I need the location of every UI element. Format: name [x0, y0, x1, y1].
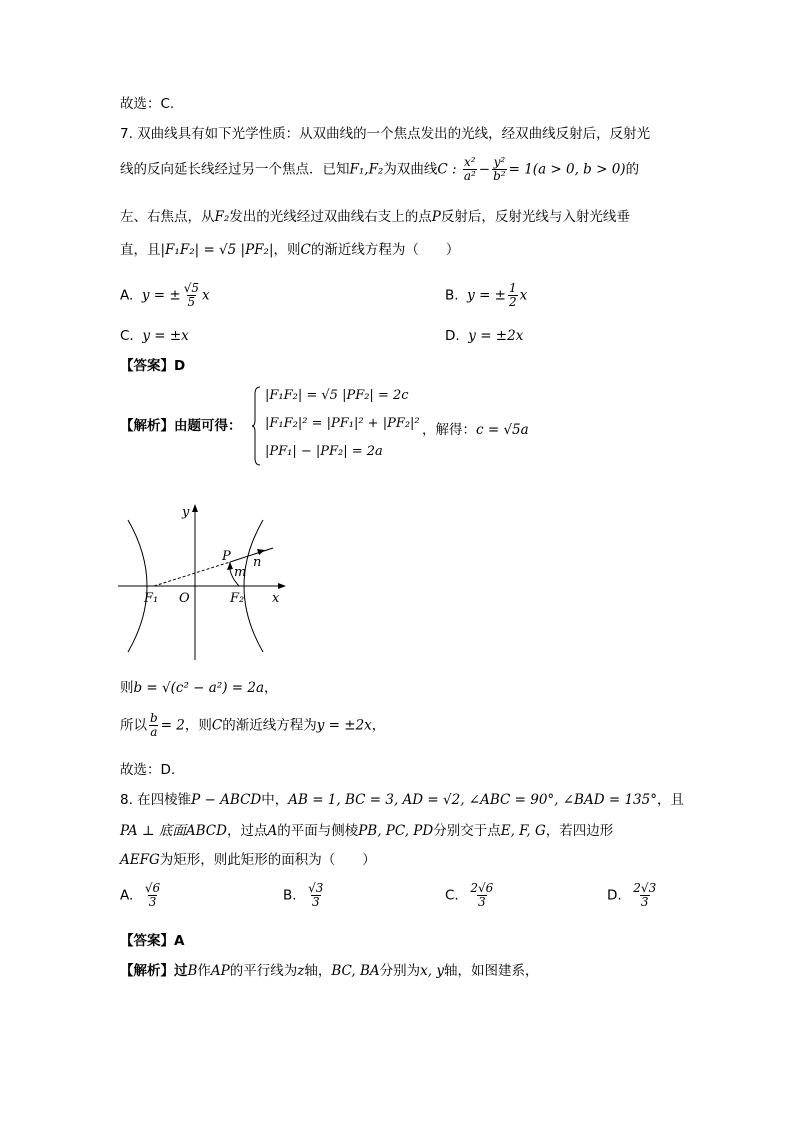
q7-option-b-post: x: [519, 287, 528, 304]
q7-so-num: b: [150, 711, 158, 725]
q7-stem-text-2c: 的: [625, 161, 640, 178]
q8-option-a-fraction: [144, 882, 161, 909]
q7-line-4: [120, 242, 459, 260]
q8-line-2: [120, 823, 613, 841]
q8-option-a-den: 3: [148, 895, 157, 910]
q7-stem-text-4a: 直，且: [120, 242, 161, 258]
q7-then-end: ，: [264, 680, 278, 696]
q7-stem-text-4b: ，则: [273, 242, 301, 258]
q8-stem-text-2a: PA ⊥ 底面: [120, 823, 186, 839]
y-axis-label: y: [182, 505, 190, 520]
q7-c-symbol: C: [300, 242, 311, 258]
x-axis-arrow-icon: [278, 583, 286, 589]
q8-analysis-f: z: [297, 963, 305, 979]
q7-system-row-3: |PF₁| − |PF₂| = 2a: [265, 444, 383, 459]
q7-so-text: 所以: [120, 717, 147, 734]
f1-label: F₁: [144, 591, 159, 606]
q8-analysis-label: 【解析】过: [120, 963, 188, 979]
q8-option-d: [607, 882, 659, 909]
reflected-ray: [230, 548, 273, 562]
f2-label: F₂: [230, 591, 245, 606]
q8-option-c-label: C.: [445, 887, 459, 904]
q7-option-d-label: D.: [445, 328, 460, 344]
q8-analysis-g: 轴，: [304, 963, 332, 979]
q7-option-a-den: 5: [187, 295, 196, 310]
q7-system-row-2: |F₁F₂|² = |PF₁|² + |PF₂|²: [265, 416, 420, 431]
q7-option-b: [445, 282, 527, 309]
q7-solve-equation: c = √5a: [476, 422, 529, 438]
q7-stem-text-1: 7. 双曲线具有如下光学性质：从双曲线的一个焦点发出的光线，经双曲线反射后，反射光: [120, 126, 651, 142]
q8-analysis-h: BC, BA: [331, 963, 380, 979]
previous-answer-line: [120, 96, 174, 114]
q7-analysis-label: 【解析】由题可得：: [120, 418, 242, 434]
q7-line-3: [120, 209, 630, 227]
q7-option-a-pre: y = ±: [141, 287, 181, 304]
q8-rectangle-symbol: AEFG: [120, 852, 160, 868]
q7-x-fraction: [463, 156, 477, 183]
q7-x-den: a²: [463, 169, 476, 184]
q7-option-b-label: B.: [445, 287, 459, 304]
q7-so-line: [120, 712, 385, 739]
q7-so-c-symbol: C: [211, 717, 223, 734]
q7-x-num: x²: [464, 155, 476, 169]
q7-stem-text-3c: 反射后，反射光线与入射光线垂: [440, 209, 630, 225]
q7-option-a: [120, 282, 210, 309]
q8-analysis-c: 作: [197, 963, 211, 979]
q7-option-c: [120, 328, 189, 344]
q8-stem-text-1e: ，且: [656, 792, 684, 808]
q8-option-a-label: A.: [120, 887, 134, 904]
hyperbola-figure: [118, 500, 298, 665]
q7-so-den: a: [150, 725, 158, 740]
q8-point-a: A: [267, 823, 278, 839]
q7-so-fraction: [149, 712, 159, 739]
q7-then-equation: b = √(c² − a²) = 2a: [133, 680, 265, 696]
q8-line-3: [120, 852, 376, 870]
q8-stem-text-2i: ，若四边形: [545, 823, 614, 839]
q8-stem-text-2c: ，过点: [226, 823, 268, 839]
q7-solve-label: ，解得：: [422, 422, 476, 438]
q7-system-row-1: |F₁F₂| = √5 |PF₂| = 2c: [265, 388, 409, 403]
q7-option-b-den: 2: [509, 295, 517, 310]
q7-then-text: 则: [120, 680, 134, 696]
q8-option-d-num: 2√3: [633, 881, 657, 895]
q8-analysis-line: [120, 963, 539, 981]
q7-so-text-d: 的渐近线方程为: [222, 717, 317, 734]
q8-option-a: [120, 882, 163, 909]
q7-so-eq: = 2: [160, 717, 185, 734]
q8-analysis-b: B: [187, 963, 198, 979]
q7-option-c-eq: y = ±x: [142, 328, 189, 344]
q8-analysis-k: 轴，如图建系，: [444, 963, 539, 979]
q8-option-d-den: 3: [640, 895, 649, 910]
q8-answer: [120, 933, 184, 951]
q8-pyramid-symbol: P − ABCD: [191, 792, 262, 808]
left-brace-icon: [251, 386, 261, 466]
q8-option-b-den: 3: [311, 895, 320, 910]
q8-stem-text-1a: 8. 在四棱锥: [120, 792, 192, 808]
q7-so-eq2: y = ±2x: [316, 717, 372, 734]
y-axis-arrow-icon: [192, 504, 198, 512]
q7-so-text-b: ，则: [184, 717, 212, 734]
q7-minus: −: [478, 161, 491, 178]
q7-analysis-label-line: [120, 418, 242, 436]
q7-option-b-num: 1: [509, 281, 517, 295]
q7-stem-text-3b: 发出的光线经过双曲线右支上的点: [229, 209, 432, 225]
q8-points: E, F, G: [500, 823, 546, 839]
n-label: n: [253, 555, 262, 570]
q7-option-d-eq: y = ±2x: [468, 328, 524, 344]
q7-line-1: [120, 126, 650, 144]
q7-y-num: y²: [493, 155, 506, 169]
q8-answer-text: 【答案】A: [120, 933, 185, 949]
q7-answer-text: 【答案】D: [120, 358, 186, 374]
q7-option-a-label: A.: [120, 287, 134, 304]
x-axis-label: x: [272, 591, 280, 606]
q8-edges: PB, PC, PD: [358, 823, 434, 839]
dashed-line-f1-p: [154, 562, 230, 586]
q8-option-d-label: D.: [607, 887, 622, 904]
q7-so-end: ，: [371, 717, 386, 734]
q7-option-a-fraction: [183, 282, 200, 309]
q8-stem-text-1c: 中，: [261, 792, 289, 808]
q8-stem-text-2e: 的平面与侧棱: [277, 823, 359, 839]
q8-option-b-label: B.: [283, 887, 297, 904]
previous-answer-text: 故选：C.: [120, 96, 175, 112]
q8-analysis-i: 分别为: [379, 963, 421, 979]
q8-option-c-num: 2√6: [470, 881, 494, 895]
q7-answer: [120, 358, 185, 376]
q7-option-a-post: x: [202, 287, 210, 304]
q7-f2-symbol: F₂: [214, 209, 230, 225]
q7-option-a-num: √5: [183, 281, 200, 295]
q8-analysis-j: x, y: [420, 963, 444, 979]
q7-foci-symbol: F₁,F₂: [349, 161, 384, 178]
q7-stem-text-3a: 左、右焦点，从: [120, 209, 215, 225]
q8-stem-text-2g: 分别交于点: [433, 823, 501, 839]
q8-stem-text-3b: 为矩形，则此矩形的面积为（ ）: [159, 852, 376, 868]
q7-choose-line: [120, 762, 175, 780]
q8-option-c-fraction: [469, 882, 494, 909]
q7-y-fraction: [492, 156, 507, 183]
q7-stem-text-2b: 为双曲线: [383, 161, 438, 178]
q7-condition-equation: |F₁F₂| = √5 |PF₂|: [160, 242, 274, 258]
origin-label: O: [179, 591, 190, 606]
q8-analysis-d: AP: [210, 963, 230, 979]
q7-line-2: [120, 156, 639, 183]
q7-then-line: [120, 680, 278, 698]
q7-option-d: [445, 328, 523, 344]
q8-option-c: [445, 882, 496, 909]
q7-option-b-pre: y = ±: [467, 287, 506, 304]
q8-option-c-den: 3: [477, 895, 486, 910]
q8-option-b-fraction: [307, 882, 324, 909]
q8-analysis-e: 的平行线为: [229, 963, 298, 979]
q7-stem-text-2: 线的反向延长线经过另一个焦点．已知: [120, 161, 350, 178]
q7-curve-symbol: C :: [437, 161, 457, 178]
q8-conditions: AB = 1, BC = 3, AD = √2, ∠ABC = 90°, ∠BAD = 135°: [288, 792, 657, 808]
q8-option-b-num: √3: [308, 881, 324, 895]
q7-option-b-fraction: [508, 282, 518, 309]
q7-solve-line: [422, 418, 529, 438]
q8-option-b: [283, 882, 326, 909]
q7-option-c-label: C.: [120, 328, 134, 344]
q8-line-1: [120, 792, 684, 810]
q8-option-d-fraction: [632, 882, 657, 909]
p-label: P: [222, 549, 231, 564]
q7-stem-text-4d: 的渐近线方程为（ ）: [310, 242, 460, 258]
m-label: m: [234, 565, 247, 580]
q8-option-a-num: √6: [144, 881, 161, 895]
q7-p-symbol: P: [431, 209, 441, 225]
q8-base-symbol: ABCD: [185, 823, 227, 839]
q7-choose-text: 故选：D.: [120, 762, 176, 778]
q7-equation-tail: = 1(a > 0, b > 0): [508, 161, 626, 178]
q7-y-den: b²: [493, 169, 506, 184]
